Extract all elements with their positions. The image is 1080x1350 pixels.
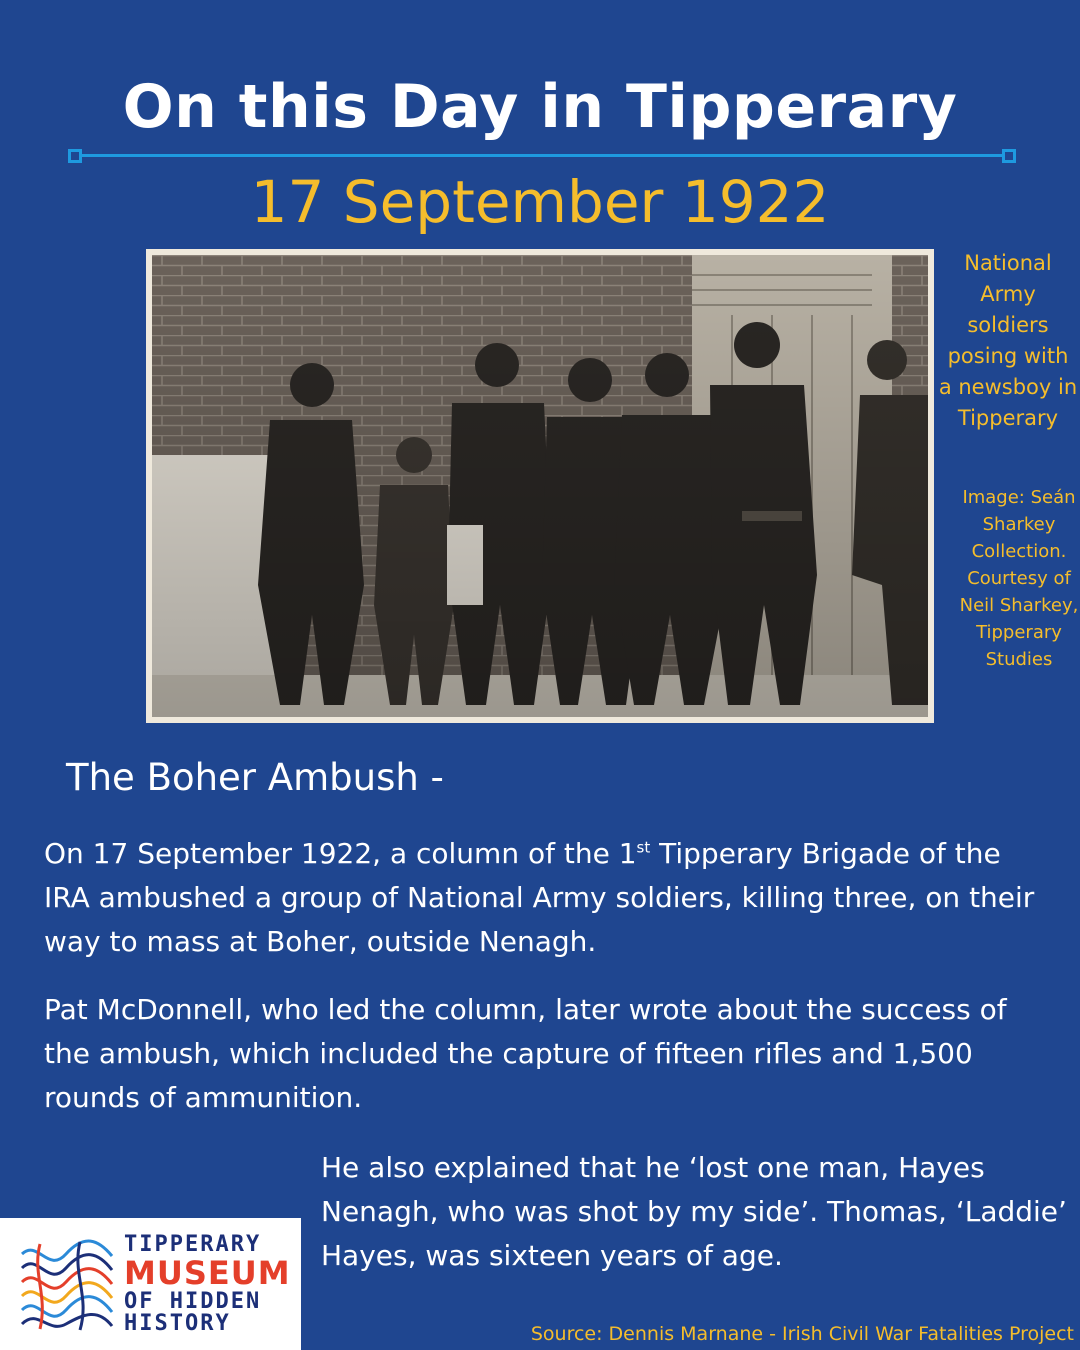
article-heading: The Boher Ambush - — [66, 756, 444, 799]
title-divider — [68, 148, 1016, 164]
logo-line-4: HISTORY — [124, 1310, 231, 1336]
logo-line-1: TIPPERARY — [124, 1231, 262, 1257]
museum-logo — [0, 1218, 301, 1350]
article-paragraph-2: Pat McDonnell, who led the column, later wrote about the success of the ambush, which included the capture of fifteen rifles and 1,500 rounds of ammunition. — [44, 993, 1007, 1114]
ordinal-suffix: st — [636, 838, 651, 857]
logo-line-3: OF HIDDEN — [124, 1288, 262, 1314]
soldiers-photo-illustration — [152, 255, 928, 717]
article-paragraph-1: On 17 September 1922, a column of the 1st Tipperary Brigade of the IRA ambushed a group of National Army soldiers, killing three, on their way to mass at Boher, outside Nenagh. — [44, 837, 1035, 958]
photo-credit: Image: Seán Sharkey Collection. Courtesy of Neil Sharkey, Tipperary Studies — [959, 487, 1079, 670]
date-heading: 17 September 1922 — [250, 168, 830, 236]
divider-right-node — [1002, 149, 1016, 163]
photo-caption: National Army soldiers posing with a newsboy in Tipperary — [938, 251, 1078, 430]
logo-line-2: MUSEUM — [124, 1253, 291, 1292]
divider-left-node — [68, 149, 82, 163]
wave-logo-icon — [18, 1234, 116, 1334]
historic-photo — [146, 249, 934, 723]
source-citation: Source: Dennis Marnane - Irish Civil War Fatalities Project — [530, 1323, 1074, 1345]
article-paragraph-3: He also explained that he ‘lost one man, Hayes Nenagh, who was shot by my side’. Thomas, ‘Laddie’ Hayes, was sixteen years of age. — [321, 1151, 1067, 1272]
page-title: On this Day in Tipperary — [122, 72, 958, 142]
